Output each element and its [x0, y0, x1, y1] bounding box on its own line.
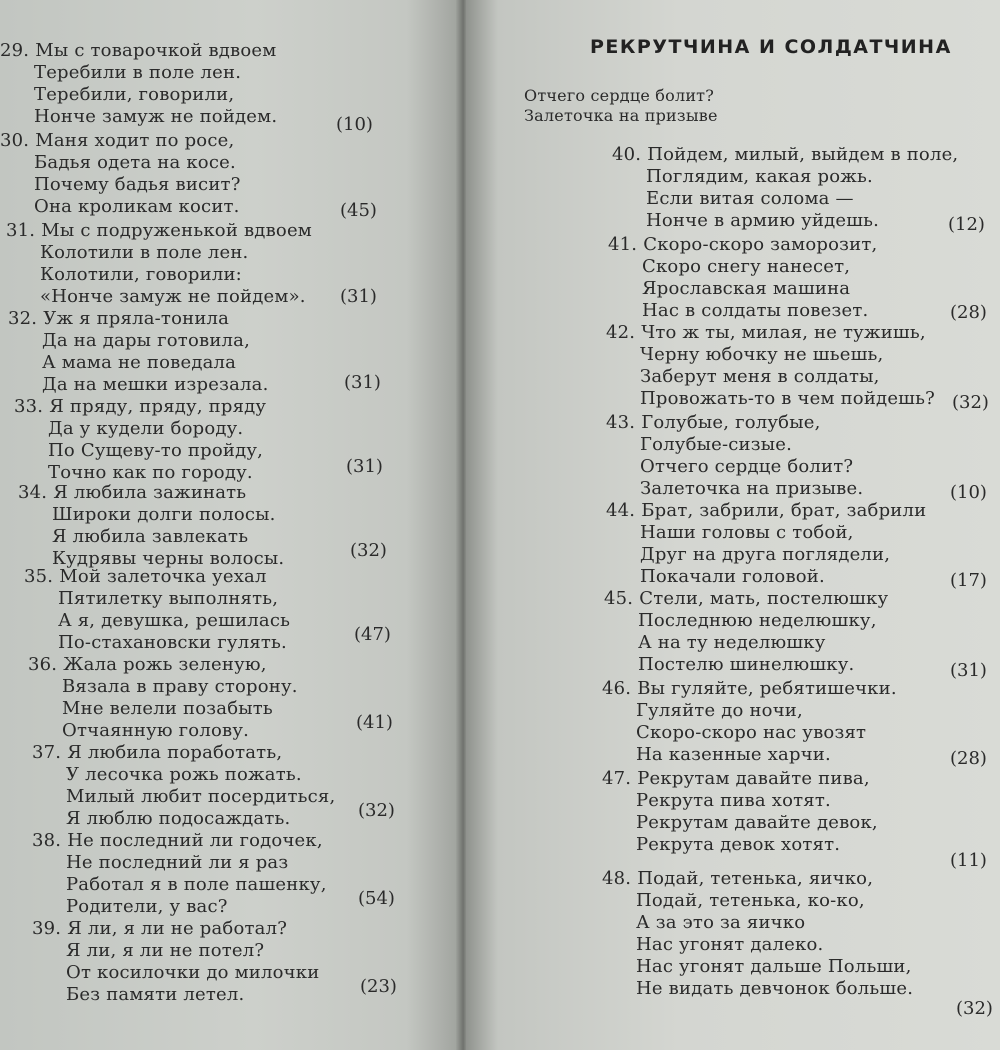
verse-line: Нас угонят дальше Польши,: [636, 956, 912, 977]
verse-line: [6, 220, 312, 242]
verse-line: Вязала в праву сторону.: [62, 676, 298, 697]
verse-line: Друг на друга поглядели,: [640, 544, 891, 565]
verse-line: Теребили, говорили,: [34, 84, 235, 105]
stanza-29: [0, 40, 277, 128]
informant-code: (32): [358, 800, 395, 821]
informant-code: (45): [340, 200, 377, 221]
verse-line: [602, 868, 913, 890]
stanza-34: [18, 482, 284, 570]
verse-line: [604, 588, 888, 610]
verse-line-text: Мой залеточка уехал: [59, 566, 267, 587]
informant-code: (28): [950, 748, 987, 769]
informant-code: (31): [950, 660, 987, 681]
verse-line-text: Голубые, голубые,: [641, 412, 821, 433]
stanza-number: 38.: [32, 830, 62, 851]
verse-line: Без памяти летел.: [66, 984, 245, 1005]
verse-line: Нонче в армию уйдешь.: [646, 210, 880, 231]
verse-line: Последнюю неделюшку,: [638, 610, 877, 631]
verse-line-text: Уж я пряла-тонила: [43, 308, 230, 329]
stanza-number: 41.: [608, 234, 638, 255]
verse-line: [602, 678, 897, 700]
verse-line-text: Скоро-скоро заморозит,: [643, 234, 878, 255]
stanza-number: 48.: [602, 868, 632, 889]
stanza-37: [32, 742, 335, 830]
verse-line: Гуляйте до ночи,: [636, 700, 803, 721]
stanza-30: [0, 130, 241, 218]
stanza-number: 47.: [602, 768, 632, 789]
stanza-number: 43.: [606, 412, 636, 433]
verse-line: А я, девушка, решилась: [58, 610, 291, 631]
verse-line: Да на мешки изрезала.: [42, 374, 269, 395]
verse-line: [0, 130, 241, 152]
stanza-number: 36.: [28, 654, 58, 675]
informant-code: (32): [952, 392, 989, 413]
verse-line-text: Я любила поработать,: [67, 742, 283, 763]
stanza-48: [602, 868, 913, 1000]
stanza-42: [606, 322, 935, 410]
informant-code: (12): [948, 214, 985, 235]
verse-line: Черну юбочку не шьешь,: [640, 344, 884, 365]
verse-line: Колотили, говорили:: [40, 264, 242, 285]
stanza-40: [612, 144, 958, 232]
stanza-number: 45.: [604, 588, 634, 609]
verse-line: Наши головы с тобой,: [640, 522, 854, 543]
stanza-46: [602, 678, 897, 766]
verse-line: Нас в солдаты повезет.: [642, 300, 869, 321]
verse-line-text: Мы с товарочкой вдвоем: [35, 40, 277, 61]
informant-code: (28): [950, 302, 987, 323]
verse-line: Нонче замуж не пойдем.: [34, 106, 278, 127]
verse-line-text: Я ли, я ли не работал?: [67, 918, 288, 939]
verse-line: Родители, у вас?: [66, 896, 228, 917]
verse-line: Скоро снегу нанесет,: [642, 256, 851, 277]
epigraph: [524, 86, 718, 126]
verse-line: Покачали головой.: [640, 566, 825, 587]
verse-line: Рекрута пива хотят.: [636, 790, 831, 811]
informant-code: (32): [350, 540, 387, 561]
stanza-43: [606, 412, 863, 500]
verse-line: Я любила завлекать: [52, 526, 249, 547]
verse-line: Она кроликам косит.: [34, 196, 240, 217]
verse-line: Широки долги полосы.: [52, 504, 276, 525]
informant-code: (32): [956, 998, 993, 1019]
verse-line: Нас угонят далеко.: [636, 934, 824, 955]
verse-line: Отчего сердце болит?: [640, 456, 854, 477]
verse-line: Бадья одета на косе.: [34, 152, 236, 173]
epigraph-line: Залеточка на призыве: [524, 106, 718, 125]
verse-line: Пятилетку выполнять,: [58, 588, 279, 609]
verse-line: По Сущеву-то пройду,: [48, 440, 264, 461]
verse-line: Кудрявы черны волосы.: [52, 548, 285, 569]
verse-line: [602, 768, 878, 790]
verse-line: Подай, тетенька, ко-ко,: [636, 890, 865, 911]
verse-line: [606, 500, 926, 522]
verse-line: Милый любит посердиться,: [66, 786, 336, 807]
verse-line: Ярославская машина: [642, 278, 851, 299]
verse-line: [606, 322, 935, 344]
verse-line-text: Подай, тетенька, яичко,: [637, 868, 874, 889]
verse-line-text: Не последний ли годочек,: [67, 830, 323, 851]
stanza-33: [14, 396, 266, 484]
verse-line: Залеточка на призыве.: [640, 478, 864, 499]
verse-line: [32, 918, 319, 940]
informant-code: (11): [950, 850, 987, 871]
informant-code: (10): [336, 114, 373, 135]
verse-line: Точно как по городу.: [48, 462, 253, 483]
verse-line: [28, 654, 298, 676]
verse-line-text: Я любила зажинать: [53, 482, 247, 503]
verse-line: «Нонче замуж не пойдем».: [40, 286, 306, 307]
stanza-38: [32, 830, 327, 918]
stanza-41: [608, 234, 877, 322]
stanza-number: 30.: [0, 130, 30, 151]
verse-line: [24, 566, 290, 588]
stanza-number: 40.: [612, 144, 642, 165]
verse-line: Провожать-то в чем пойдешь?: [640, 388, 935, 409]
left-page: [0, 0, 462, 1050]
stanza-31: [6, 220, 312, 308]
stanza-number: 35.: [24, 566, 54, 587]
verse-line: Голубые-сизые.: [640, 434, 793, 455]
verse-line-text: Рекрутам давайте пива,: [637, 768, 870, 789]
verse-line: Поглядим, какая рожь.: [646, 166, 873, 187]
stanza-number: 29.: [0, 40, 30, 61]
verse-line: Работал я в поле пашенку,: [66, 874, 327, 895]
stanza-number: 37.: [32, 742, 62, 763]
verse-line: Да у кудели бороду.: [48, 418, 244, 439]
informant-code: (54): [358, 888, 395, 909]
stanza-35: [24, 566, 290, 654]
verse-line: Теребили в поле лен.: [34, 62, 242, 83]
verse-line-text: Пойдем, милый, выйдем в поле,: [647, 144, 959, 165]
verse-line: Если витая солома —: [646, 188, 854, 209]
verse-line: Отчаянную голову.: [62, 720, 250, 741]
verse-line-text: Брат, забрили, брат, забрили: [641, 500, 927, 521]
verse-line: По-стахановски гулять.: [58, 632, 287, 653]
stanza-36: [28, 654, 298, 742]
stanza-number: 32.: [8, 308, 38, 329]
verse-line: Не последний ли я раз: [66, 852, 289, 873]
epigraph-line: Отчего сердце болит?: [524, 86, 715, 105]
verse-line: [606, 412, 863, 434]
verse-line: У лесочка рожь пожать.: [66, 764, 302, 785]
stanza-47: [602, 768, 878, 856]
verse-line: А на ту неделюшку: [638, 632, 826, 653]
stanza-39: [32, 918, 319, 1006]
verse-line: [8, 308, 269, 330]
stanza-number: 31.: [6, 220, 36, 241]
verse-line: Не видать девчонок больше.: [636, 978, 914, 999]
verse-line: [32, 830, 327, 852]
verse-line-text: Вы гуляйте, ребятишечки.: [637, 678, 897, 699]
verse-line-text: Что ж ты, милая, не тужишь,: [641, 322, 926, 343]
verse-line: Да на дары готовила,: [42, 330, 251, 351]
verse-line: А мама не поведала: [42, 352, 237, 373]
stanza-number: 42.: [606, 322, 636, 343]
informant-code: (31): [346, 456, 383, 477]
verse-line: Скоро-скоро нас увозят: [636, 722, 867, 743]
verse-line-text: Жала рожь зеленую,: [63, 654, 267, 675]
verse-line-text: Мы с подруженькой вдвоем: [41, 220, 313, 241]
verse-line: [608, 234, 877, 256]
stanza-number: 39.: [32, 918, 62, 939]
verse-line-text: Стели, мать, постелюшку: [639, 588, 889, 609]
stanza-number: 33.: [14, 396, 44, 417]
section-title: РЕКРУТЧИНА И СОЛДАТЧИНА: [590, 36, 952, 58]
verse-line: Рекрутам давайте девок,: [636, 812, 878, 833]
verse-line: Почему бадья висит?: [34, 174, 241, 195]
verse-line-text: Маня ходит по росе,: [35, 130, 235, 151]
stanza-number: 46.: [602, 678, 632, 699]
informant-code: (41): [356, 712, 393, 733]
informant-code: (17): [950, 570, 987, 591]
verse-line: Я ли, я ли не потел?: [66, 940, 265, 961]
verse-line: Мне велели позабыть: [62, 698, 273, 719]
informant-code: (23): [360, 976, 397, 997]
verse-line: [612, 144, 958, 166]
verse-line-text: Я пряду, пряду, пряду: [49, 396, 267, 417]
verse-line: [18, 482, 284, 504]
verse-line: Колотили в поле лен.: [40, 242, 249, 263]
verse-line: [0, 40, 277, 62]
verse-line: От косилочки до милочки: [66, 962, 320, 983]
verse-line: [32, 742, 335, 764]
verse-line: [14, 396, 266, 418]
verse-line: Я люблю подосаждать.: [66, 808, 291, 829]
informant-code: (47): [354, 624, 391, 645]
stanza-32: [8, 308, 269, 396]
verse-line: Постелю шинелюшку.: [638, 654, 855, 675]
informant-code: (31): [340, 286, 377, 307]
verse-line: На казенные харчи.: [636, 744, 831, 765]
stanza-number: 34.: [18, 482, 48, 503]
verse-line: Рекрута девок хотят.: [636, 834, 841, 855]
right-page: [466, 0, 1000, 1050]
informant-code: (10): [950, 482, 987, 503]
stanza-number: 44.: [606, 500, 636, 521]
stanza-45: [604, 588, 888, 676]
stanza-44: [606, 500, 926, 588]
informant-code: (31): [344, 372, 381, 393]
verse-line: Заберут меня в солдаты,: [640, 366, 880, 387]
verse-line: А за это за яичко: [636, 912, 806, 933]
